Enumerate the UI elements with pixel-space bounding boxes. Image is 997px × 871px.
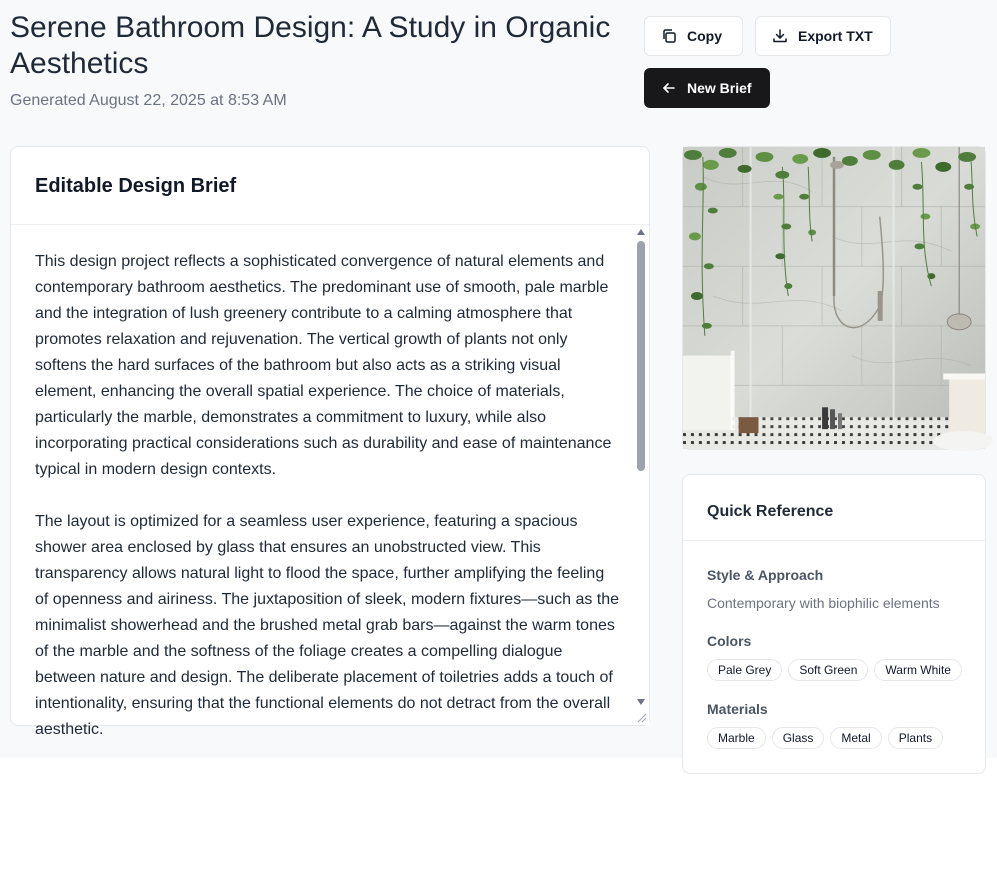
page-title: Serene Bathroom Design: A Study in Organic Aesthetics	[10, 11, 611, 80]
copy-button[interactable]	[644, 16, 743, 56]
generated-timestamp: Generated August 22, 2025 at 8:53 AM	[10, 92, 287, 109]
scroll-thumb[interactable]	[637, 241, 645, 471]
brief-scrollbar[interactable]	[633, 225, 649, 725]
bathroom-photo	[682, 146, 986, 450]
scroll-down-icon[interactable]	[637, 699, 645, 705]
material-chips	[707, 727, 961, 749]
quick-reference-body	[683, 567, 985, 749]
download-icon	[772, 28, 788, 44]
color-chip: Warm White	[874, 659, 962, 681]
material-chip: Metal	[830, 727, 881, 749]
brief-paragraph: The layout is optimized for a seamless user experience, featuring a spacious shower area enclosed by glass that ensures an unobstructed view. This transparency allows natural light to flood the space, further amplifying the feeling of openness and airiness. The juxtaposition of sleek, modern fixtures—such as the minimalist showerhead and the brushed metal grab bars—against the warm tones of the marble and the softness of the foliage creates a compelling dialogue between nature and design. The deliberate placement of toiletries adds a touch of intentionality, ensuring that the functional elements do not detract from the overall aesthetic.	[35, 513, 620, 738]
style-approach-value: Contemporary with biophilic elements	[707, 595, 940, 611]
new-brief-label: New Brief	[687, 80, 752, 96]
bathroom-image	[683, 147, 985, 449]
brief-textarea[interactable]	[11, 225, 649, 738]
brief-paragraph: This design project reflects a sophisticated convergence of natural elements and contemporary bathroom aesthetics. The predominant use of smooth, pale marble and the integration of lush greenery contribute to a calming atmosphere that promotes relaxation and rejuvenation. The vertical growth of plants not only softens the hard surfaces of the bathroom but also acts as a striking visual element, enhancing the overall spatial experience. The choice of materials, particularly the marble, demonstrates a commitment to luxury, while also incorporating practical considerations such as durability and ease of maintenance typical in modern design contexts.	[35, 253, 612, 478]
arrow-left-icon	[661, 80, 677, 96]
brief-card-title: Editable Design Brief	[35, 175, 237, 197]
style-approach-label: Style & Approach	[707, 567, 824, 583]
brief-card-header	[11, 147, 649, 225]
export-txt-button[interactable]	[755, 16, 891, 56]
copy-button-label: Copy	[687, 28, 722, 44]
copy-icon	[661, 28, 677, 44]
material-chip: Marble	[707, 727, 766, 749]
design-brief-card	[10, 146, 650, 738]
colors-label: Colors	[707, 633, 752, 649]
color-chips	[707, 659, 961, 681]
material-chip: Plants	[888, 727, 943, 749]
resize-grip-icon[interactable]	[635, 711, 647, 723]
material-chip: Glass	[772, 727, 825, 749]
brief-text[interactable]	[35, 249, 620, 769]
quick-reference-card	[682, 474, 986, 774]
color-chip: Soft Green	[788, 659, 868, 681]
new-brief-button[interactable]	[644, 68, 770, 108]
quick-reference-title: Quick Reference	[707, 503, 834, 520]
quick-reference-header	[683, 475, 985, 541]
scroll-up-icon[interactable]	[637, 229, 645, 235]
color-chip: Pale Grey	[707, 659, 782, 681]
materials-label: Materials	[707, 701, 768, 717]
export-button-label: Export TXT	[798, 28, 873, 44]
